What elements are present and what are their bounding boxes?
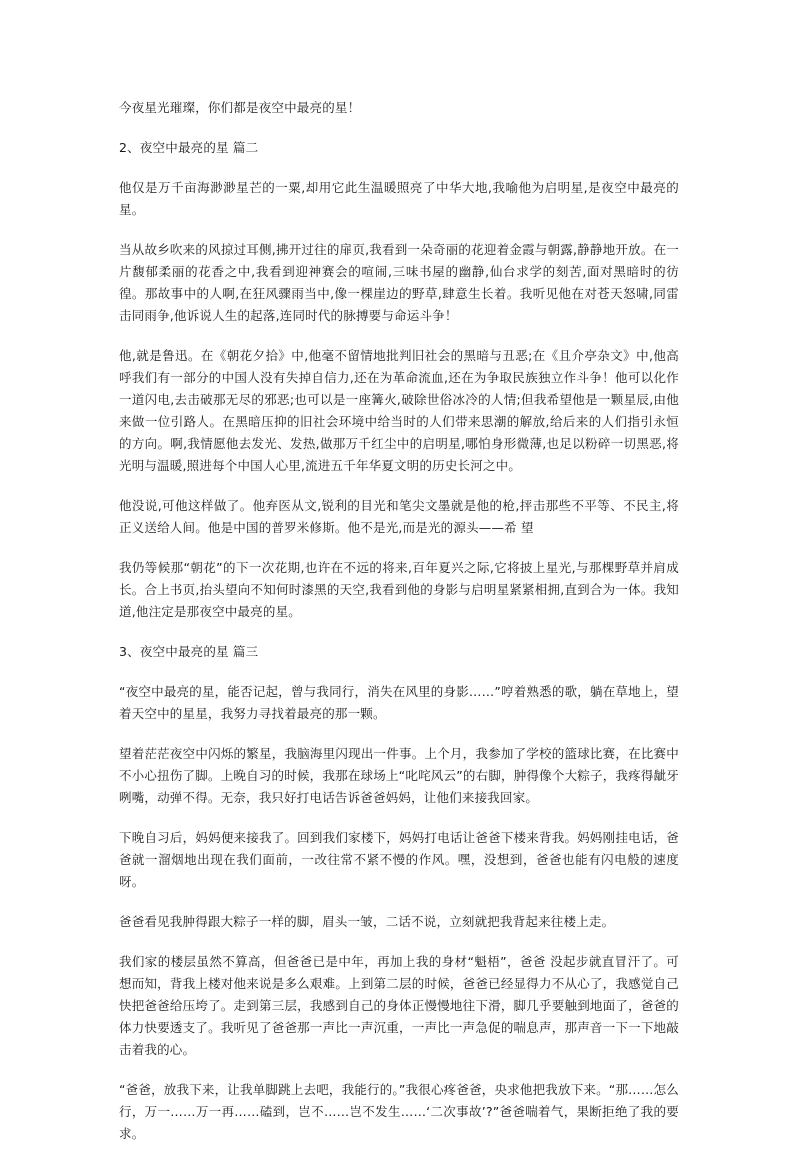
paragraph: “爸爸，放我下来，让我单脚跳上去吧，我能行的。”我很心疼爸爸，央求他把我放下来。“那……怎么行，万一……万一再……磕到，岂不……岂不发生……‘二次事故’?”爸爸喘着气，果断拒绝了我的要求。 — [119, 1082, 679, 1141]
paragraph: 爸爸看见我肿得跟大粽子一样的脚，眉头一皱，二话不说，立刻就把我背起来往楼上走。 — [119, 914, 615, 929]
paragraph: 他,就是鲁迅。在《朝花夕拾》中,他毫不留情地批判旧社会的黑暗与丑恶;在《且介亭杂文》中,他高呼我们有一部分的中国人没有失掉自信力,还在为革命流血,还在为争取民族独立作斗争！他可以化作一道闪电,去击破那无尽的邪恶;也可以是一座篝火,破除世俗冰冷的人情;但我希望他是一颗星辰,由他来做一位引路人。在黑暗压抑的旧社会环境中给当时的人们带来思潮的解放,给后来的人们指引永恒的方向。啊,我情愿他去发光、发热,做那万千红尘中的启明星,哪怕身形微薄,也足以粉碎一切黑恶,将光明与温暖,照进每个中国人心里,流进五千年华夏文明的历史长河之中。 — [119, 348, 679, 473]
paragraph: “夜空中最亮的星，能否记起，曾与我同行，消失在风里的身影……”哼着熟悉的歌，躺在草地上，望着天空中的星星，我努力寻找着最亮的那一颗。 — [119, 684, 679, 721]
paragraph: 我仍等候那“朝花”的下一次花期,也许在不远的将来,百年夏兴之际,它将披上星光,与那棵野草并肩成长。合上书页,抬头望向不知何时漆黑的天空,我看到他的身影与启明星紧紧相拥,直到合为一体。我知道,他注定是那夜空中最亮的星。 — [119, 560, 679, 619]
paragraph: 当从故乡吹来的风掠过耳侧,拂开过往的扉页,我看到一朵奇丽的花迎着金霞与朝露,静静地开放。在一片馥郁柔丽的花香之中,我看到迎神赛会的喧闹,三味书屋的幽静,仙台求学的刻苦,面对黑暗时的彷徨。那故事中的人啊,在狂风骤雨当中,像一棵崖边的野草,肆意生长着。我听见他在对苍天怒啸,同雷击同雨争,他诉说人生的起落,连同时代的脉搏要与命运斗争！ — [119, 242, 679, 323]
paragraph: 他没说,可他这样做了。他弃医从文,锐利的目光和笔尖文墨就是他的枪,抨击那些不平等、不民主,将正义送给人间。他是中国的普罗米修斯。他不是光,而是光的源头——希 望 — [119, 498, 679, 535]
paragraph-intro-closing: 今夜星光璀璨，你们都是夜空中最亮的星！ — [119, 100, 361, 115]
document-body — [119, 97, 679, 1163]
paragraph: 我们家的楼层虽然不算高，但爸爸已是中年，再加上我的身材“魁梧”，爸爸 没起步就直冒汗了。可想而知，背我上楼对他来说是多么艰难。上到第二层的时候，爸爸已经显得力不从心了，我感觉自己快把爸爸给压垮了。走到第三层，我感到自己的身体正慢慢地往下滑，脚几乎要触到地面了，爸爸的体力快要透支了。我听见了爸爸那一声比一声沉重，一声比一声急促的喘息声，那声音一下一下地敲击着我的心。 — [119, 954, 679, 1057]
paragraph: 他仅是万千亩海渺渺星芒的一粟,却用它此生温暖照亮了中华大地,我喻他为启明星,是夜空中最亮的星。 — [119, 180, 679, 217]
paragraph: 下晚自习后，妈妈便来接我了。回到我们家楼下，妈妈打电话让爸爸下楼来背我。妈妈刚挂电话，爸爸就一溜烟地出现在我们面前，一改往常不紧不慢的作风。嘿，没想到，爸爸也能有闪电般的速度呀。 — [119, 830, 679, 889]
paragraph: 望着茫茫夜空中闪烁的繁星，我脑海里闪现出一件事。上个月，我参加了学校的篮球比赛，在比赛中不小心扭伤了脚。上晚自习的时候，我那在球场上“叱咤风云”的右脚，肿得像个大粽子，我疼得龇牙咧嘴，动弹不得。无奈，我只好打电话告诉爸爸妈妈，让他们来接我回家。 — [119, 746, 679, 805]
section-heading-2: 2、夜空中最亮的星 篇二 — [119, 140, 259, 155]
section-heading-3: 3、夜空中最亮的星 篇三 — [119, 644, 259, 659]
